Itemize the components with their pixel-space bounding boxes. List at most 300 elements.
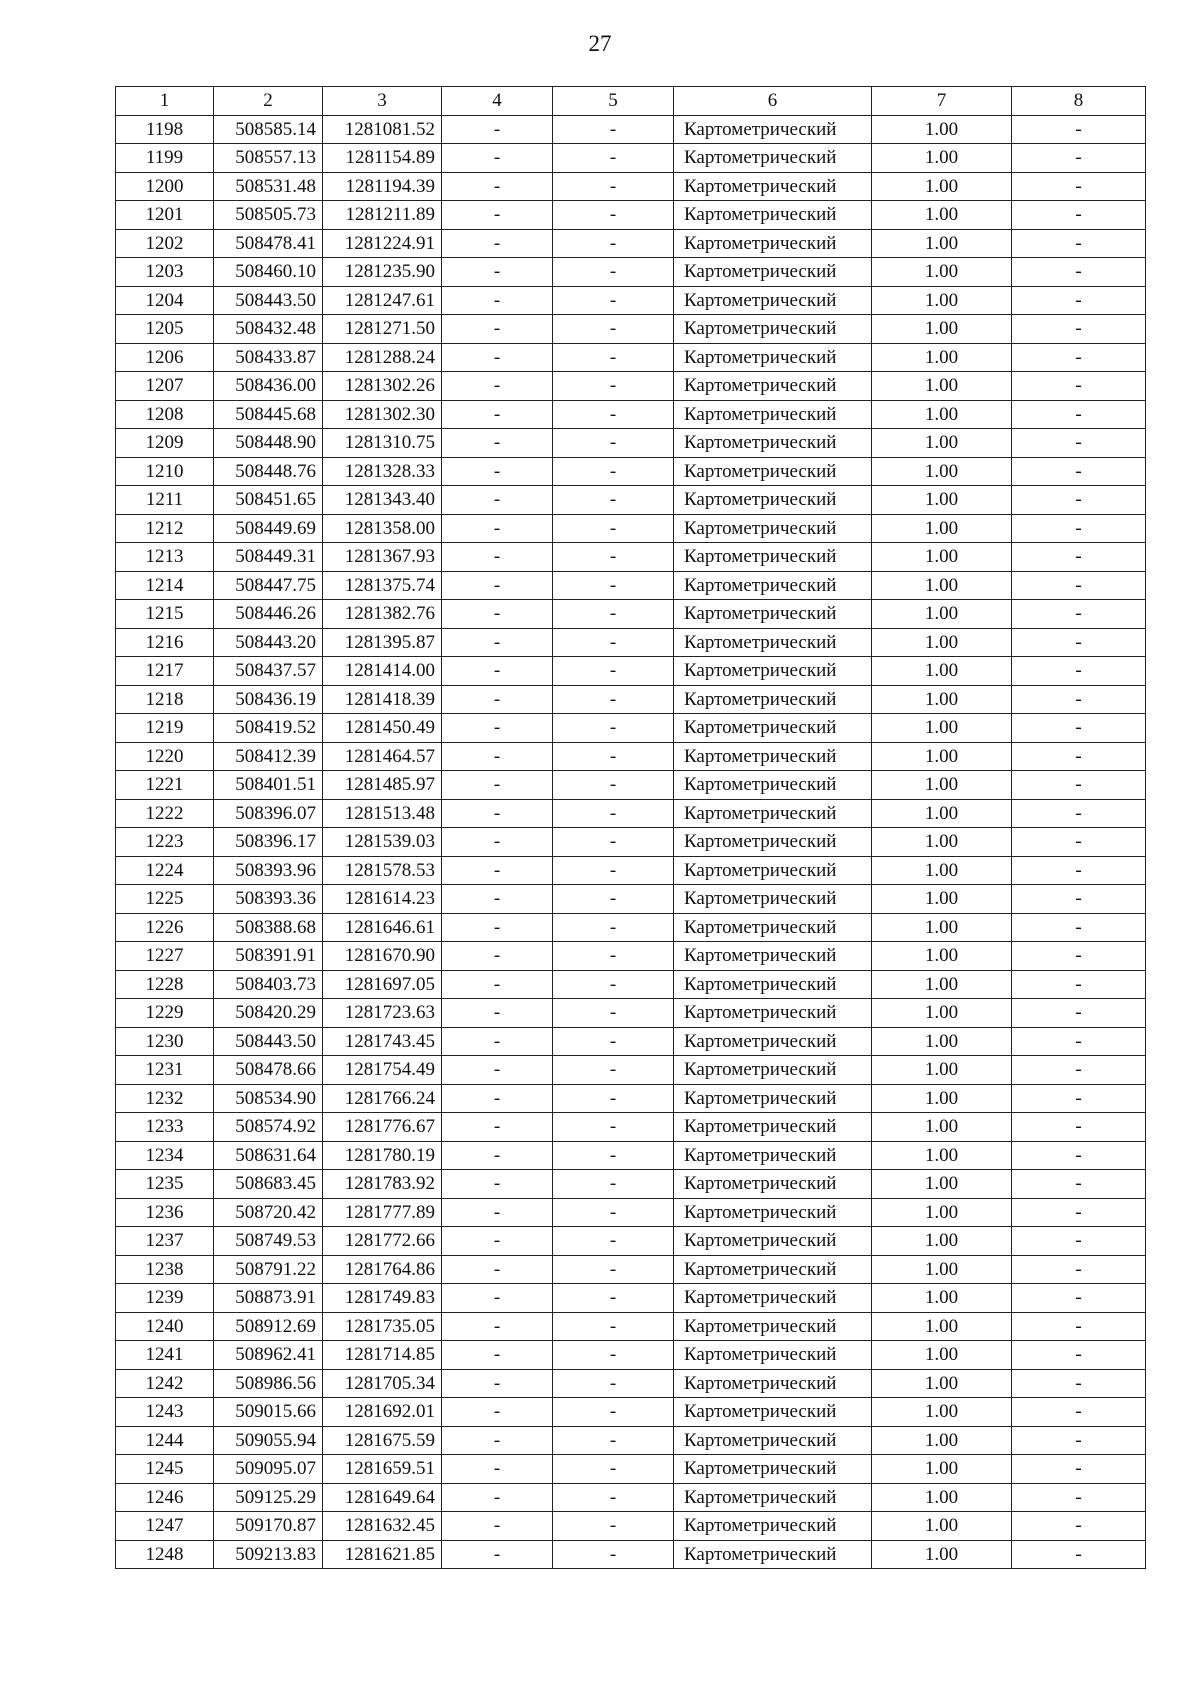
- y-coordinate-cell: 1281670.90: [323, 942, 442, 971]
- accuracy-cell: 1.00: [872, 600, 1012, 629]
- column-4-cell: -: [442, 628, 553, 657]
- column-8-cell: -: [1012, 1540, 1146, 1569]
- column-4-cell: -: [442, 1084, 553, 1113]
- column-4-cell: -: [442, 1512, 553, 1541]
- column-5-cell: -: [553, 1198, 674, 1227]
- accuracy-cell: 1.00: [872, 201, 1012, 230]
- column-4-cell: -: [442, 828, 553, 857]
- x-coordinate-cell: 508432.48: [214, 315, 323, 344]
- y-coordinate-cell: 1281513.48: [323, 799, 442, 828]
- column-5-cell: -: [553, 856, 674, 885]
- accuracy-cell: 1.00: [872, 657, 1012, 686]
- point-number-cell: 1199: [116, 144, 214, 173]
- point-number-cell: 1222: [116, 799, 214, 828]
- column-5-cell: -: [553, 628, 674, 657]
- point-number-cell: 1226: [116, 913, 214, 942]
- point-number-cell: 1203: [116, 258, 214, 287]
- column-5-cell: -: [553, 742, 674, 771]
- x-coordinate-cell: 508986.56: [214, 1369, 323, 1398]
- accuracy-cell: 1.00: [872, 315, 1012, 344]
- column-4-cell: -: [442, 514, 553, 543]
- accuracy-cell: 1.00: [872, 1284, 1012, 1313]
- accuracy-cell: 1.00: [872, 258, 1012, 287]
- column-5-cell: -: [553, 970, 674, 999]
- accuracy-cell: 1.00: [872, 1369, 1012, 1398]
- accuracy-cell: 1.00: [872, 144, 1012, 173]
- x-coordinate-cell: 508449.31: [214, 543, 323, 572]
- point-number-cell: 1204: [116, 286, 214, 315]
- x-coordinate-cell: 508443.50: [214, 1027, 323, 1056]
- accuracy-cell: 1.00: [872, 1113, 1012, 1142]
- column-header: 8: [1012, 87, 1146, 116]
- column-4-cell: -: [442, 685, 553, 714]
- column-5-cell: -: [553, 1056, 674, 1085]
- column-5-cell: -: [553, 913, 674, 942]
- x-coordinate-cell: 508531.48: [214, 172, 323, 201]
- accuracy-cell: 1.00: [872, 885, 1012, 914]
- method-cell: Картометрический: [674, 1084, 872, 1113]
- point-number-cell: 1211: [116, 486, 214, 515]
- x-coordinate-cell: 508393.96: [214, 856, 323, 885]
- column-5-cell: -: [553, 457, 674, 486]
- point-number-cell: 1236: [116, 1198, 214, 1227]
- column-5-cell: -: [553, 1426, 674, 1455]
- y-coordinate-cell: 1281649.64: [323, 1483, 442, 1512]
- column-4-cell: -: [442, 1540, 553, 1569]
- method-cell: Картометрический: [674, 1540, 872, 1569]
- method-cell: Картометрический: [674, 685, 872, 714]
- column-8-cell: -: [1012, 657, 1146, 686]
- column-5-cell: -: [553, 400, 674, 429]
- column-8-cell: -: [1012, 486, 1146, 515]
- table-row: [116, 1398, 1146, 1427]
- accuracy-cell: 1.00: [872, 1398, 1012, 1427]
- x-coordinate-cell: 508720.42: [214, 1198, 323, 1227]
- y-coordinate-cell: 1281743.45: [323, 1027, 442, 1056]
- point-number-cell: 1223: [116, 828, 214, 857]
- x-coordinate-cell: 509125.29: [214, 1483, 323, 1512]
- column-8-cell: -: [1012, 1113, 1146, 1142]
- accuracy-cell: 1.00: [872, 685, 1012, 714]
- point-number-cell: 1201: [116, 201, 214, 230]
- column-5-cell: -: [553, 685, 674, 714]
- coordinates-table: [115, 86, 1146, 1569]
- column-header: 7: [872, 87, 1012, 116]
- method-cell: Картометрический: [674, 1255, 872, 1284]
- table-row: [116, 1455, 1146, 1484]
- point-number-cell: 1246: [116, 1483, 214, 1512]
- point-number-cell: 1216: [116, 628, 214, 657]
- point-number-cell: 1248: [116, 1540, 214, 1569]
- column-8-cell: -: [1012, 771, 1146, 800]
- y-coordinate-cell: 1281705.34: [323, 1369, 442, 1398]
- table-row: [116, 543, 1146, 572]
- point-number-cell: 1200: [116, 172, 214, 201]
- column-4-cell: -: [442, 1198, 553, 1227]
- column-8-cell: -: [1012, 1198, 1146, 1227]
- column-8-cell: -: [1012, 1284, 1146, 1313]
- point-number-cell: 1219: [116, 714, 214, 743]
- point-number-cell: 1224: [116, 856, 214, 885]
- method-cell: Картометрический: [674, 400, 872, 429]
- accuracy-cell: 1.00: [872, 571, 1012, 600]
- accuracy-cell: 1.00: [872, 514, 1012, 543]
- column-5-cell: -: [553, 1170, 674, 1199]
- column-5-cell: -: [553, 286, 674, 315]
- point-number-cell: 1225: [116, 885, 214, 914]
- x-coordinate-cell: 508436.00: [214, 372, 323, 401]
- y-coordinate-cell: 1281776.67: [323, 1113, 442, 1142]
- method-cell: Картометрический: [674, 1341, 872, 1370]
- column-4-cell: -: [442, 1227, 553, 1256]
- y-coordinate-cell: 1281194.39: [323, 172, 442, 201]
- column-4-cell: -: [442, 1113, 553, 1142]
- column-8-cell: -: [1012, 543, 1146, 572]
- x-coordinate-cell: 509055.94: [214, 1426, 323, 1455]
- accuracy-cell: 1.00: [872, 1483, 1012, 1512]
- column-5-cell: -: [553, 1284, 674, 1313]
- point-number-cell: 1234: [116, 1141, 214, 1170]
- column-header: 6: [674, 87, 872, 116]
- accuracy-cell: 1.00: [872, 828, 1012, 857]
- table-row: [116, 286, 1146, 315]
- column-4-cell: -: [442, 942, 553, 971]
- column-4-cell: -: [442, 1398, 553, 1427]
- table-row: [116, 1483, 1146, 1512]
- x-coordinate-cell: 508448.76: [214, 457, 323, 486]
- method-cell: Картометрический: [674, 1426, 872, 1455]
- y-coordinate-cell: 1281288.24: [323, 343, 442, 372]
- column-8-cell: -: [1012, 828, 1146, 857]
- column-4-cell: -: [442, 315, 553, 344]
- column-4-cell: -: [442, 999, 553, 1028]
- method-cell: Картометрический: [674, 372, 872, 401]
- column-8-cell: -: [1012, 1369, 1146, 1398]
- table-body: [116, 115, 1146, 1569]
- y-coordinate-cell: 1281328.33: [323, 457, 442, 486]
- point-number-cell: 1205: [116, 315, 214, 344]
- table-row: [116, 970, 1146, 999]
- table-row: [116, 1198, 1146, 1227]
- column-8-cell: -: [1012, 1341, 1146, 1370]
- x-coordinate-cell: 509095.07: [214, 1455, 323, 1484]
- table-row: [116, 685, 1146, 714]
- table-row: [116, 828, 1146, 857]
- table-row: [116, 315, 1146, 344]
- x-coordinate-cell: 508403.73: [214, 970, 323, 999]
- column-8-cell: -: [1012, 429, 1146, 458]
- method-cell: Картометрический: [674, 258, 872, 287]
- column-8-cell: -: [1012, 571, 1146, 600]
- x-coordinate-cell: 508436.19: [214, 685, 323, 714]
- y-coordinate-cell: 1281578.53: [323, 856, 442, 885]
- method-cell: Картометрический: [674, 514, 872, 543]
- x-coordinate-cell: 508534.90: [214, 1084, 323, 1113]
- column-4-cell: -: [442, 543, 553, 572]
- method-cell: Картометрический: [674, 1027, 872, 1056]
- column-4-cell: -: [442, 400, 553, 429]
- method-cell: Картометрический: [674, 970, 872, 999]
- method-cell: Картометрический: [674, 1455, 872, 1484]
- method-cell: Картометрический: [674, 144, 872, 173]
- method-cell: Картометрический: [674, 999, 872, 1028]
- x-coordinate-cell: 509170.87: [214, 1512, 323, 1541]
- column-5-cell: -: [553, 1227, 674, 1256]
- point-number-cell: 1206: [116, 343, 214, 372]
- table-row: [116, 771, 1146, 800]
- point-number-cell: 1218: [116, 685, 214, 714]
- page-number: 27: [588, 31, 612, 56]
- accuracy-cell: 1.00: [872, 799, 1012, 828]
- accuracy-cell: 1.00: [872, 970, 1012, 999]
- point-number-cell: 1231: [116, 1056, 214, 1085]
- column-8-cell: -: [1012, 913, 1146, 942]
- column-8-cell: -: [1012, 315, 1146, 344]
- accuracy-cell: 1.00: [872, 1141, 1012, 1170]
- point-number-cell: 1212: [116, 514, 214, 543]
- method-cell: Картометрический: [674, 600, 872, 629]
- table-row: [116, 229, 1146, 258]
- column-4-cell: -: [442, 799, 553, 828]
- accuracy-cell: 1.00: [872, 742, 1012, 771]
- column-4-cell: -: [442, 1369, 553, 1398]
- column-4-cell: -: [442, 201, 553, 230]
- column-8-cell: -: [1012, 343, 1146, 372]
- method-cell: Картометрический: [674, 828, 872, 857]
- x-coordinate-cell: 508446.26: [214, 600, 323, 629]
- column-5-cell: -: [553, 1141, 674, 1170]
- table-row: [116, 1540, 1146, 1569]
- method-cell: Картометрический: [674, 1170, 872, 1199]
- column-4-cell: -: [442, 742, 553, 771]
- column-4-cell: -: [442, 457, 553, 486]
- x-coordinate-cell: 508443.50: [214, 286, 323, 315]
- y-coordinate-cell: 1281485.97: [323, 771, 442, 800]
- method-cell: Картометрический: [674, 1369, 872, 1398]
- method-cell: Картометрический: [674, 571, 872, 600]
- table-row: [116, 1113, 1146, 1142]
- x-coordinate-cell: 508396.17: [214, 828, 323, 857]
- column-5-cell: -: [553, 115, 674, 144]
- method-cell: Картометрический: [674, 913, 872, 942]
- accuracy-cell: 1.00: [872, 372, 1012, 401]
- accuracy-cell: 1.00: [872, 1227, 1012, 1256]
- point-number-cell: 1210: [116, 457, 214, 486]
- point-number-cell: 1220: [116, 742, 214, 771]
- column-4-cell: -: [442, 229, 553, 258]
- column-5-cell: -: [553, 1255, 674, 1284]
- point-number-cell: 1198: [116, 115, 214, 144]
- method-cell: Картометрический: [674, 1056, 872, 1085]
- y-coordinate-cell: 1281754.49: [323, 1056, 442, 1085]
- column-header: 5: [553, 87, 674, 116]
- y-coordinate-cell: 1281418.39: [323, 685, 442, 714]
- column-8-cell: -: [1012, 600, 1146, 629]
- y-coordinate-cell: 1281154.89: [323, 144, 442, 173]
- y-coordinate-cell: 1281450.49: [323, 714, 442, 743]
- y-coordinate-cell: 1281632.45: [323, 1512, 442, 1541]
- table-row: [116, 628, 1146, 657]
- table-row: [116, 429, 1146, 458]
- accuracy-cell: 1.00: [872, 1455, 1012, 1484]
- y-coordinate-cell: 1281367.93: [323, 543, 442, 572]
- x-coordinate-cell: 508412.39: [214, 742, 323, 771]
- table-row: [116, 1512, 1146, 1541]
- column-4-cell: -: [442, 372, 553, 401]
- accuracy-cell: 1.00: [872, 1540, 1012, 1569]
- column-4-cell: -: [442, 1056, 553, 1085]
- x-coordinate-cell: 508873.91: [214, 1284, 323, 1313]
- accuracy-cell: 1.00: [872, 172, 1012, 201]
- accuracy-cell: 1.00: [872, 628, 1012, 657]
- y-coordinate-cell: 1281271.50: [323, 315, 442, 344]
- column-8-cell: -: [1012, 970, 1146, 999]
- table-row: [116, 657, 1146, 686]
- column-header: 4: [442, 87, 553, 116]
- column-4-cell: -: [442, 571, 553, 600]
- table-row: [116, 1369, 1146, 1398]
- column-8-cell: -: [1012, 1084, 1146, 1113]
- accuracy-cell: 1.00: [872, 1170, 1012, 1199]
- point-number-cell: 1241: [116, 1341, 214, 1370]
- y-coordinate-cell: 1281414.00: [323, 657, 442, 686]
- column-4-cell: -: [442, 343, 553, 372]
- column-4-cell: -: [442, 1455, 553, 1484]
- column-5-cell: -: [553, 571, 674, 600]
- x-coordinate-cell: 508749.53: [214, 1227, 323, 1256]
- y-coordinate-cell: 1281358.00: [323, 514, 442, 543]
- column-4-cell: -: [442, 913, 553, 942]
- table-row: [116, 942, 1146, 971]
- point-number-cell: 1215: [116, 600, 214, 629]
- method-cell: Картометрический: [674, 172, 872, 201]
- point-number-cell: 1233: [116, 1113, 214, 1142]
- method-cell: Картометрический: [674, 1198, 872, 1227]
- column-4-cell: -: [442, 1170, 553, 1199]
- table-row: [116, 457, 1146, 486]
- column-5-cell: -: [553, 600, 674, 629]
- y-coordinate-cell: 1281375.74: [323, 571, 442, 600]
- column-4-cell: -: [442, 1426, 553, 1455]
- column-4-cell: -: [442, 1027, 553, 1056]
- point-number-cell: 1244: [116, 1426, 214, 1455]
- accuracy-cell: 1.00: [872, 486, 1012, 515]
- x-coordinate-cell: 508388.68: [214, 913, 323, 942]
- column-8-cell: -: [1012, 799, 1146, 828]
- column-5-cell: -: [553, 429, 674, 458]
- column-8-cell: -: [1012, 1398, 1146, 1427]
- method-cell: Картометрический: [674, 543, 872, 572]
- y-coordinate-cell: 1281211.89: [323, 201, 442, 230]
- method-cell: Картометрический: [674, 201, 872, 230]
- point-number-cell: 1243: [116, 1398, 214, 1427]
- y-coordinate-cell: 1281302.26: [323, 372, 442, 401]
- table-row: [116, 600, 1146, 629]
- table-row: [116, 144, 1146, 173]
- point-number-cell: 1209: [116, 429, 214, 458]
- table-row: [116, 999, 1146, 1028]
- column-5-cell: -: [553, 229, 674, 258]
- y-coordinate-cell: 1281464.57: [323, 742, 442, 771]
- method-cell: Картометрический: [674, 1312, 872, 1341]
- column-8-cell: -: [1012, 1027, 1146, 1056]
- accuracy-cell: 1.00: [872, 1084, 1012, 1113]
- column-4-cell: -: [442, 172, 553, 201]
- point-number-cell: 1237: [116, 1227, 214, 1256]
- method-cell: Картометрический: [674, 286, 872, 315]
- table-row: [116, 913, 1146, 942]
- accuracy-cell: 1.00: [872, 942, 1012, 971]
- column-4-cell: -: [442, 286, 553, 315]
- x-coordinate-cell: 508574.92: [214, 1113, 323, 1142]
- table-row: [116, 514, 1146, 543]
- y-coordinate-cell: 1281675.59: [323, 1426, 442, 1455]
- column-8-cell: -: [1012, 514, 1146, 543]
- column-8-cell: -: [1012, 856, 1146, 885]
- column-4-cell: -: [442, 771, 553, 800]
- accuracy-cell: 1.00: [872, 457, 1012, 486]
- column-5-cell: -: [553, 343, 674, 372]
- column-5-cell: -: [553, 1084, 674, 1113]
- x-coordinate-cell: 508962.41: [214, 1341, 323, 1370]
- y-coordinate-cell: 1281081.52: [323, 115, 442, 144]
- y-coordinate-cell: 1281235.90: [323, 258, 442, 287]
- point-number-cell: 1202: [116, 229, 214, 258]
- table-row: [116, 1027, 1146, 1056]
- method-cell: Картометрический: [674, 657, 872, 686]
- point-number-cell: 1245: [116, 1455, 214, 1484]
- y-coordinate-cell: 1281777.89: [323, 1198, 442, 1227]
- y-coordinate-cell: 1281749.83: [323, 1284, 442, 1313]
- column-4-cell: -: [442, 1141, 553, 1170]
- accuracy-cell: 1.00: [872, 543, 1012, 572]
- point-number-cell: 1247: [116, 1512, 214, 1541]
- column-5-cell: -: [553, 799, 674, 828]
- accuracy-cell: 1.00: [872, 1255, 1012, 1284]
- accuracy-cell: 1.00: [872, 1312, 1012, 1341]
- point-number-cell: 1230: [116, 1027, 214, 1056]
- x-coordinate-cell: 508419.52: [214, 714, 323, 743]
- point-number-cell: 1228: [116, 970, 214, 999]
- column-8-cell: -: [1012, 1455, 1146, 1484]
- x-coordinate-cell: 508478.66: [214, 1056, 323, 1085]
- x-coordinate-cell: 508683.45: [214, 1170, 323, 1199]
- table-row: [116, 799, 1146, 828]
- accuracy-cell: 1.00: [872, 400, 1012, 429]
- column-8-cell: -: [1012, 115, 1146, 144]
- x-coordinate-cell: 508391.91: [214, 942, 323, 971]
- x-coordinate-cell: 508449.69: [214, 514, 323, 543]
- table-row: [116, 201, 1146, 230]
- method-cell: Картометрический: [674, 315, 872, 344]
- column-5-cell: -: [553, 942, 674, 971]
- column-4-cell: -: [442, 429, 553, 458]
- x-coordinate-cell: 508401.51: [214, 771, 323, 800]
- column-5-cell: -: [553, 315, 674, 344]
- method-cell: Картометрический: [674, 429, 872, 458]
- column-8-cell: -: [1012, 457, 1146, 486]
- column-4-cell: -: [442, 1312, 553, 1341]
- point-number-cell: 1229: [116, 999, 214, 1028]
- point-number-cell: 1214: [116, 571, 214, 600]
- column-4-cell: -: [442, 970, 553, 999]
- column-header: 2: [214, 87, 323, 116]
- x-coordinate-cell: 508451.65: [214, 486, 323, 515]
- column-5-cell: -: [553, 1113, 674, 1142]
- column-8-cell: -: [1012, 1227, 1146, 1256]
- point-number-cell: 1238: [116, 1255, 214, 1284]
- method-cell: Картометрический: [674, 628, 872, 657]
